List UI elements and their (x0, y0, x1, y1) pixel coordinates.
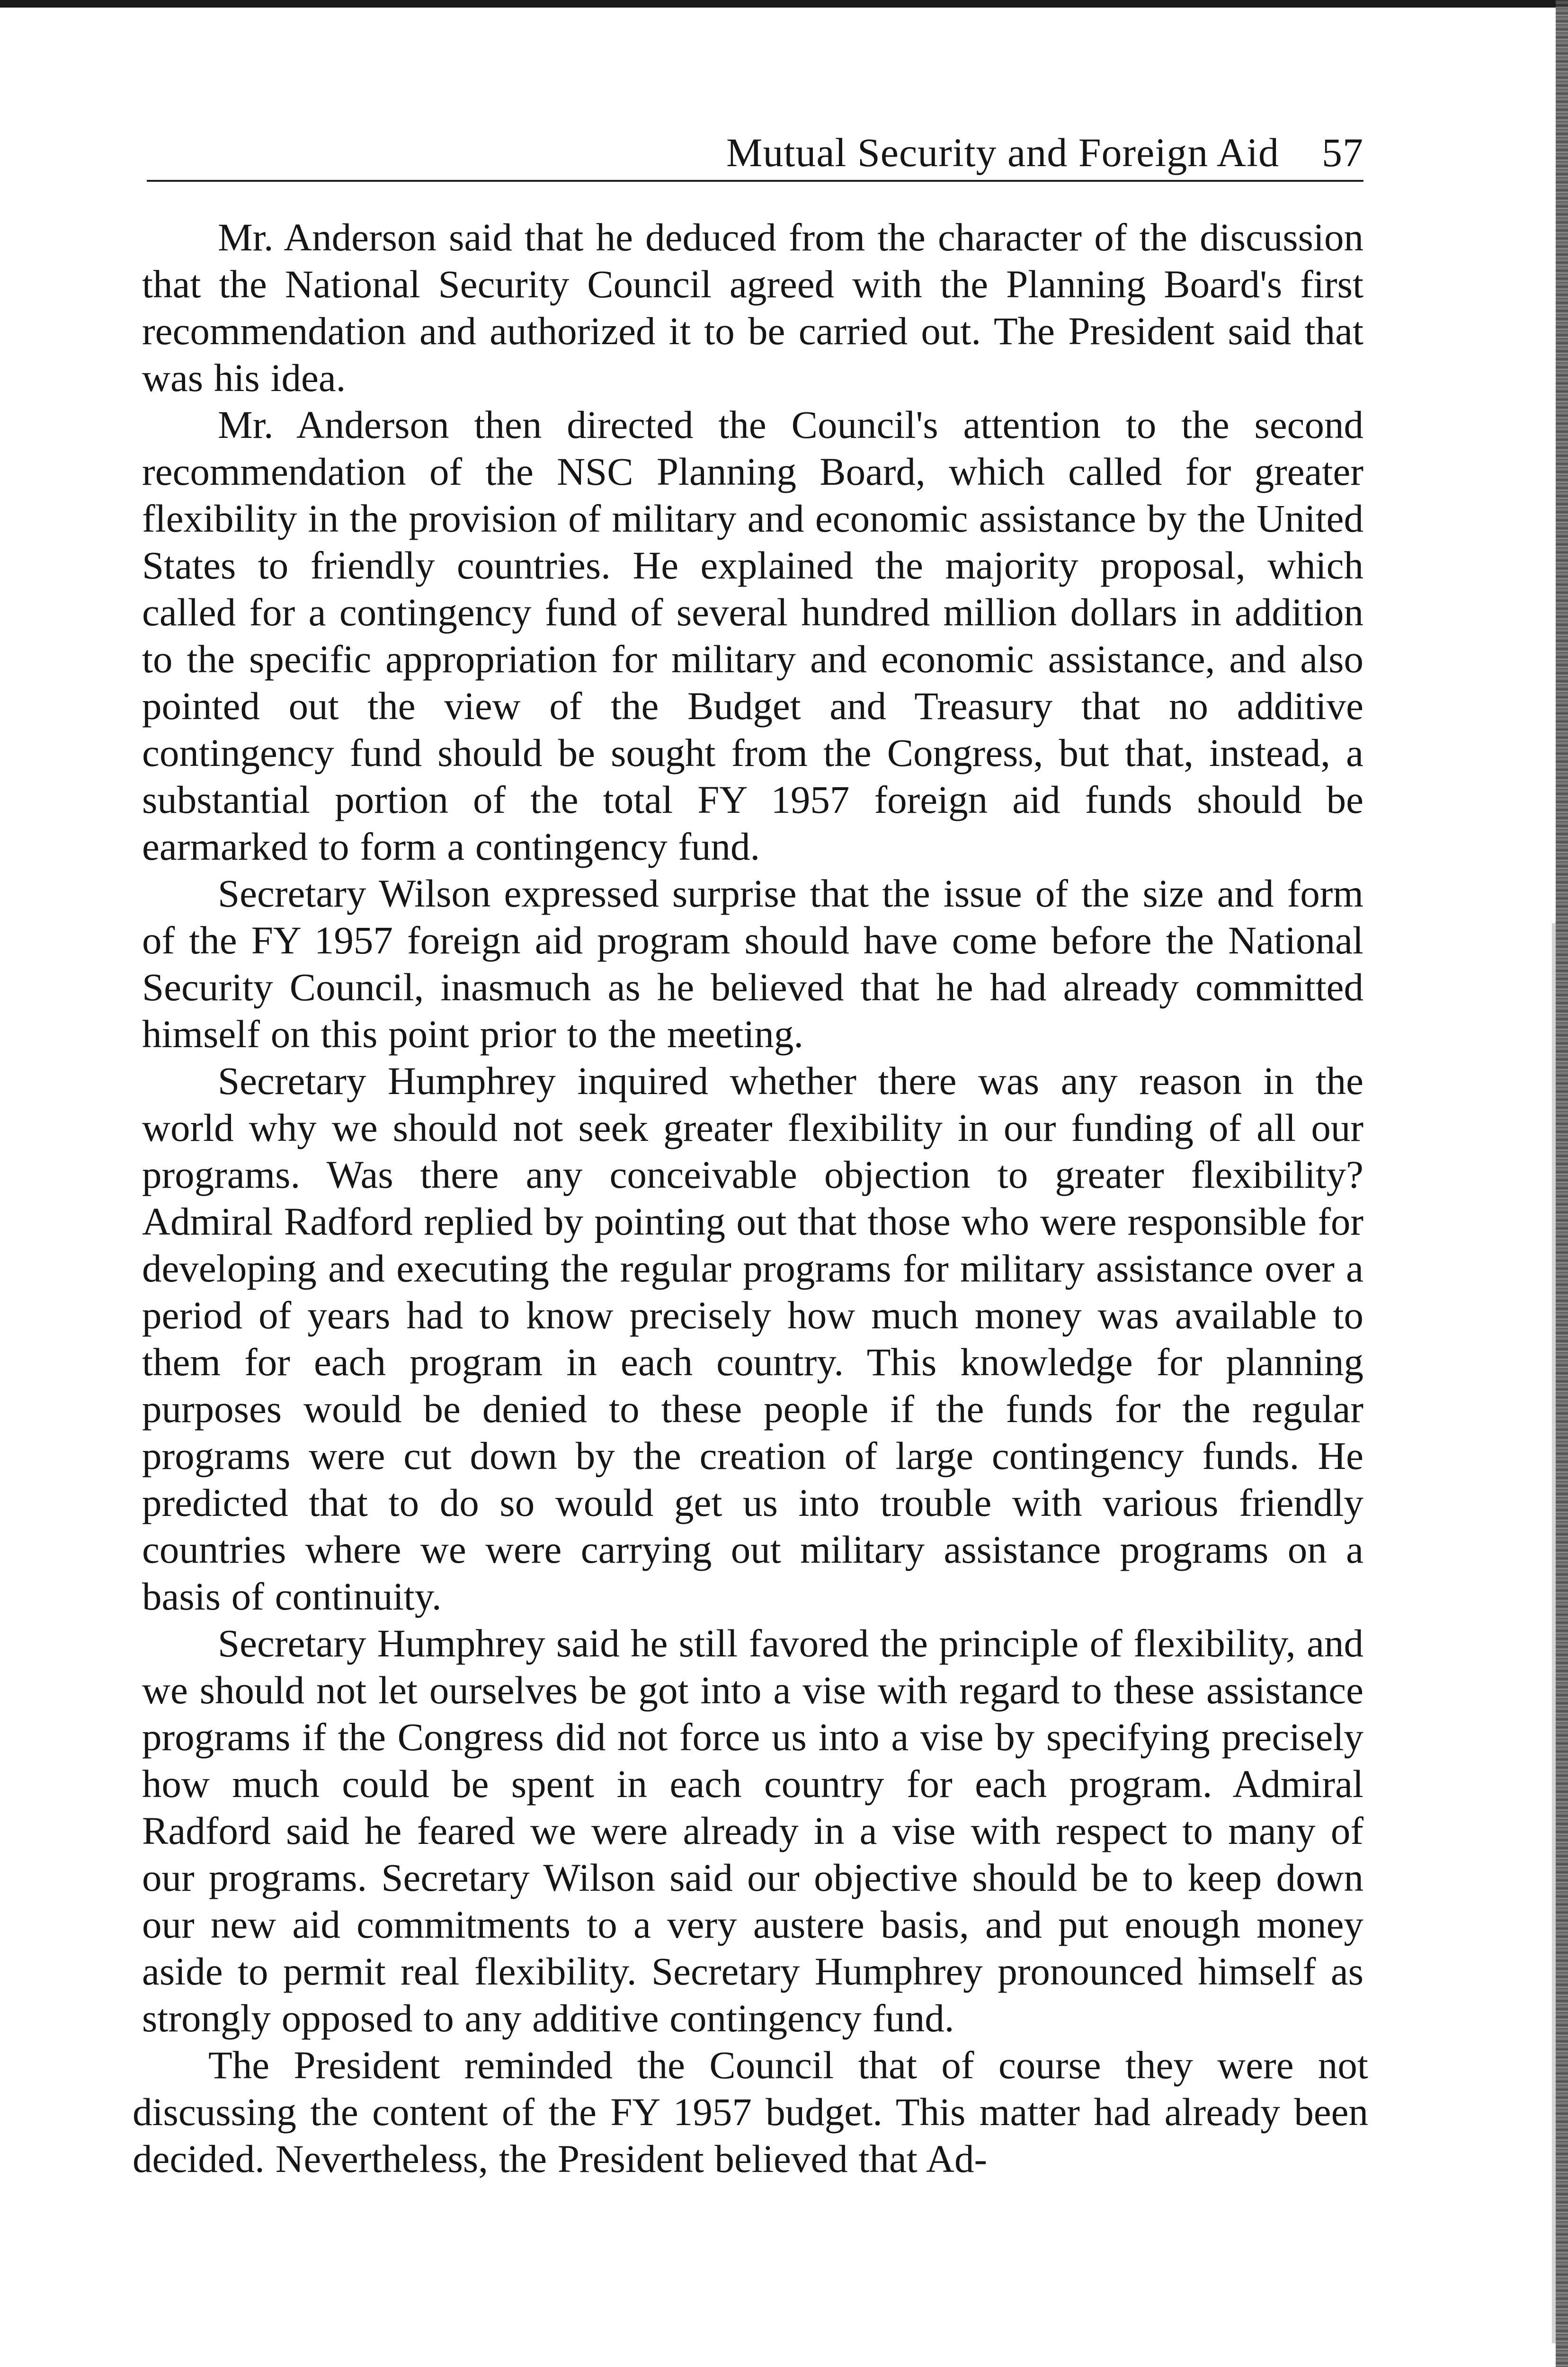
page-number: 57 (1322, 130, 1363, 175)
page-header (147, 128, 1363, 182)
scan-top-edge (0, 0, 1568, 8)
body-text (133, 214, 1368, 2182)
paragraph-second-recommendation: Mr. Anderson then directed the Council's attention to the second recommendation of the NSC Planning Board, which called for greater flexibility in the provision of military and economic assistance by the United States to friendly countries. He explained the majority proposal, which called for a contingency fund of several hundred million dollars in addition to the specific appropriation for military and economic assistance, and also pointed out the view of the Budget and Treasury that no additive contingency fund should be sought from the Congress, but that, instead, a substantial portion of the total FY 1957 foreign aid funds should be earmarked to form a contingency fund. (142, 403, 1363, 868)
scan-right-edge (1556, 0, 1568, 2367)
paragraph-humphrey-vise: Secretary Humphrey said he still favored the principle of flexibility, and we should not let ourselves be got into a vise with regard to these assistance programs if the Congress did not force us into a vise by specifying precisely how much could be spent in each country for each program. Admiral Radford said he feared we were already in a vise with respect to many of our programs. Secretary Wilson said our objective should be to keep down our new aid commitments to a very austere basis, and put enough money aside to permit real flexibility. Secretary Humphrey pronounced himself as strongly opposed to any additive contingency fund. (142, 1621, 1363, 2040)
paragraph-anderson-deduced: Mr. Anderson said that he deduced from the character of the discussion that the National Security Council agreed with the Planning Board's first recommendation and authorized it to be carried out. The President said that was his idea. (142, 215, 1363, 400)
scan-right-shadow (1552, 923, 1556, 2343)
paragraph-president-reminded: The President reminded the Council that of course they were not discussing the content of the FY 1957 budget. This matter had already been decided. Nevertheless, the President believed that Ad- (133, 2043, 1368, 2180)
paragraph-humphrey-flexibility: Secretary Humphrey inquired whether there was any reason in the world why we should not seek greater flexibility in our funding of all our programs. Was there any conceivable objection to greater flexibility? Admiral Radford replied by pointing out that those who were responsible for developing and executing the regular programs for military assistance over a period of years had to know precisely how much money was available to them for each program in each country. This knowledge for planning purposes would be denied to these people if the funds for the regular programs were cut down by the creation of large contingency funds. He predicted that to do so would get us into trouble with various friendly countries where we were carrying out military assistance programs on a basis of continuity. (142, 1059, 1363, 1618)
running-title: Mutual Security and Foreign Aid (726, 130, 1279, 175)
paragraph-wilson-surprise: Secretary Wilson expressed surprise that the issue of the size and form of the FY 1957 foreign aid program should have come before the National Security Council, inasmuch as he believed that he had already committed himself on this point prior to the meeting. (142, 872, 1363, 1056)
running-head (726, 129, 1363, 176)
